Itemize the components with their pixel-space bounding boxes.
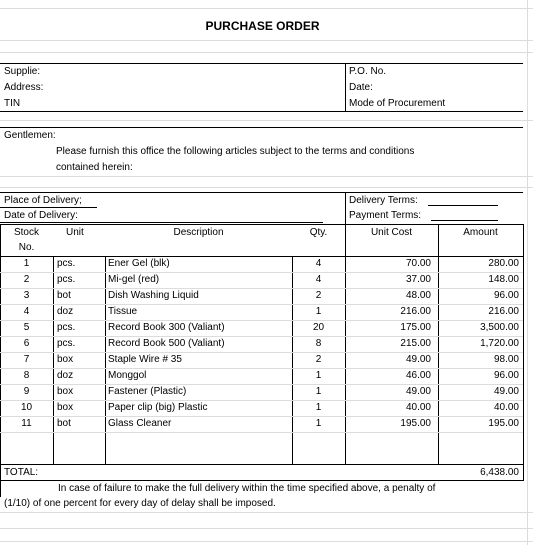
cell-unit-cost: 215.00 — [400, 338, 431, 349]
cell-unit: box — [57, 402, 74, 413]
mode-of-procurement-label: Mode of Procurement — [349, 98, 446, 109]
cell-stock-no: 11 — [21, 418, 32, 429]
border-line — [0, 224, 523, 225]
gridline — [0, 512, 533, 513]
border-line — [345, 63, 346, 112]
border-line — [0, 111, 523, 112]
cell-unit-cost: 48.00 — [405, 290, 431, 301]
cell-unit-cost: 175.00 — [400, 322, 431, 333]
border-line — [0, 192, 523, 193]
cell-description: Fastener (Plastic) — [108, 386, 187, 397]
border-line — [0, 480, 523, 481]
total-label: TOTAL: — [4, 467, 39, 478]
cell-stock-no: 6 — [23, 338, 30, 349]
cell-qty: 1 — [315, 418, 322, 429]
underline — [428, 205, 498, 206]
cell-description: Glass Cleaner — [108, 418, 172, 429]
gridline — [0, 52, 533, 53]
underline — [431, 220, 498, 221]
page-title: PURCHASE ORDER — [205, 19, 320, 33]
cell-stock-no: 2 — [23, 274, 30, 285]
po-date-label: Date: — [349, 82, 373, 93]
cell-amount: 40.00 — [493, 402, 519, 413]
cell-amount: 148.00 — [488, 274, 519, 285]
cell-qty: 1 — [315, 386, 322, 397]
border-line — [0, 127, 523, 128]
gridline — [0, 528, 533, 529]
cell-qty: 4 — [315, 258, 322, 269]
cell-amount: 96.00 — [493, 370, 519, 381]
cell-unit-cost: 49.00 — [405, 354, 431, 365]
cell-description: Tissue — [108, 306, 138, 317]
border-line — [523, 224, 524, 481]
cell-description: Mi-gel (red) — [108, 274, 160, 285]
cell-unit: pcs. — [57, 322, 76, 333]
cell-stock-no: 7 — [23, 354, 30, 365]
header-description: Description — [173, 227, 224, 238]
cell-stock-no: 3 — [23, 290, 30, 301]
gridline — [0, 187, 533, 188]
cell-description: Record Book 500 (Valiant) — [108, 338, 225, 349]
tin-label: TIN — [4, 98, 21, 109]
gridline — [0, 176, 533, 177]
total-amount: 6,438.00 — [480, 467, 519, 478]
gridline — [527, 0, 528, 545]
cell-description: Paper clip (big) Plastic — [108, 402, 208, 413]
cell-unit: bot — [57, 290, 71, 301]
cell-unit-cost: 216.00 — [400, 306, 431, 317]
delivery-terms-label: Delivery Terms: — [349, 195, 418, 206]
cell-unit: box — [57, 354, 74, 365]
cell-unit-cost: 49.00 — [405, 386, 431, 397]
row-separator — [0, 432, 523, 433]
cell-qty: 2 — [315, 290, 322, 301]
cell-stock-no: 8 — [23, 370, 30, 381]
cell-stock-no: 9 — [23, 386, 30, 397]
cell-unit: pcs. — [57, 338, 76, 349]
header-stock-no: No. — [18, 242, 35, 253]
cell-unit: pcs. — [57, 274, 76, 285]
cell-stock-no: 10 — [20, 402, 33, 413]
cell-qty: 4 — [315, 274, 322, 285]
cell-amount: 280.00 — [488, 258, 519, 269]
underline — [0, 222, 323, 223]
date-of-delivery-label: Date of Delivery: — [4, 210, 78, 221]
cell-stock-no: 1 — [23, 258, 30, 269]
cell-unit: box — [57, 386, 74, 397]
header-stock: Stock — [13, 227, 39, 238]
cell-amount: 3,500.00 — [480, 322, 519, 333]
penalty-clause-line2: (1/10) of one percent for every day of delay shall be imposed. — [4, 498, 276, 509]
cell-stock-no: 4 — [23, 306, 30, 317]
underline — [0, 207, 97, 208]
header-unit-cost: Unit Cost — [370, 227, 413, 238]
letter-body-line2: contained herein: — [56, 162, 133, 173]
cell-unit-cost: 46.00 — [405, 370, 431, 381]
gridline — [0, 120, 533, 121]
penalty-clause-line1: In case of failure to make the full delivery within the time specified above, a penalty of — [58, 483, 436, 494]
cell-amount: 216.00 — [488, 306, 519, 317]
cell-amount: 1,720.00 — [480, 338, 519, 349]
cell-unit: pcs. — [57, 258, 76, 269]
border-line — [0, 464, 523, 465]
cell-unit-cost: 195.00 — [400, 418, 431, 429]
cell-description: Dish Washing Liquid — [108, 290, 199, 301]
cell-amount: 49.00 — [493, 386, 519, 397]
gridline — [0, 541, 533, 542]
gridline — [0, 40, 533, 41]
cell-qty: 2 — [315, 354, 322, 365]
cell-amount: 96.00 — [493, 290, 519, 301]
cell-amount: 195.00 — [488, 418, 519, 429]
cell-description: Staple Wire # 35 — [108, 354, 182, 365]
cell-unit-cost: 40.00 — [405, 402, 431, 413]
header-qty: Qty. — [309, 227, 328, 238]
cell-unit: doz — [57, 370, 74, 381]
cell-unit: doz — [57, 306, 74, 317]
supplier-label: Supplie: — [4, 66, 41, 77]
cell-unit-cost: 37.00 — [405, 274, 431, 285]
cell-unit: bot — [57, 418, 71, 429]
cell-qty: 1 — [315, 306, 322, 317]
payment-terms-label: Payment Terms: — [349, 210, 422, 221]
letter-body-line1: Please furnish this office the following articles subject to the terms and conditions — [56, 146, 415, 157]
cell-qty: 20 — [312, 322, 325, 333]
border-line — [0, 63, 523, 64]
cell-qty: 1 — [315, 402, 322, 413]
po-number-label: P.O. No. — [349, 66, 387, 77]
address-label: Address: — [4, 82, 44, 93]
cell-description: Ener Gel (blk) — [108, 258, 170, 269]
salutation: Gentlemen: — [4, 130, 56, 141]
header-unit: Unit — [66, 227, 84, 238]
cell-qty: 1 — [315, 370, 322, 381]
cell-unit-cost: 70.00 — [405, 258, 431, 269]
header-amount: Amount — [463, 227, 498, 238]
cell-description: Monggol — [108, 370, 147, 381]
gridline — [0, 8, 533, 9]
cell-qty: 8 — [315, 338, 322, 349]
cell-amount: 98.00 — [493, 354, 519, 365]
cell-description: Record Book 300 (Valiant) — [108, 322, 225, 333]
border-line — [345, 192, 346, 224]
place-of-delivery-label: Place of Delivery; — [4, 195, 82, 206]
cell-stock-no: 5 — [23, 322, 30, 333]
